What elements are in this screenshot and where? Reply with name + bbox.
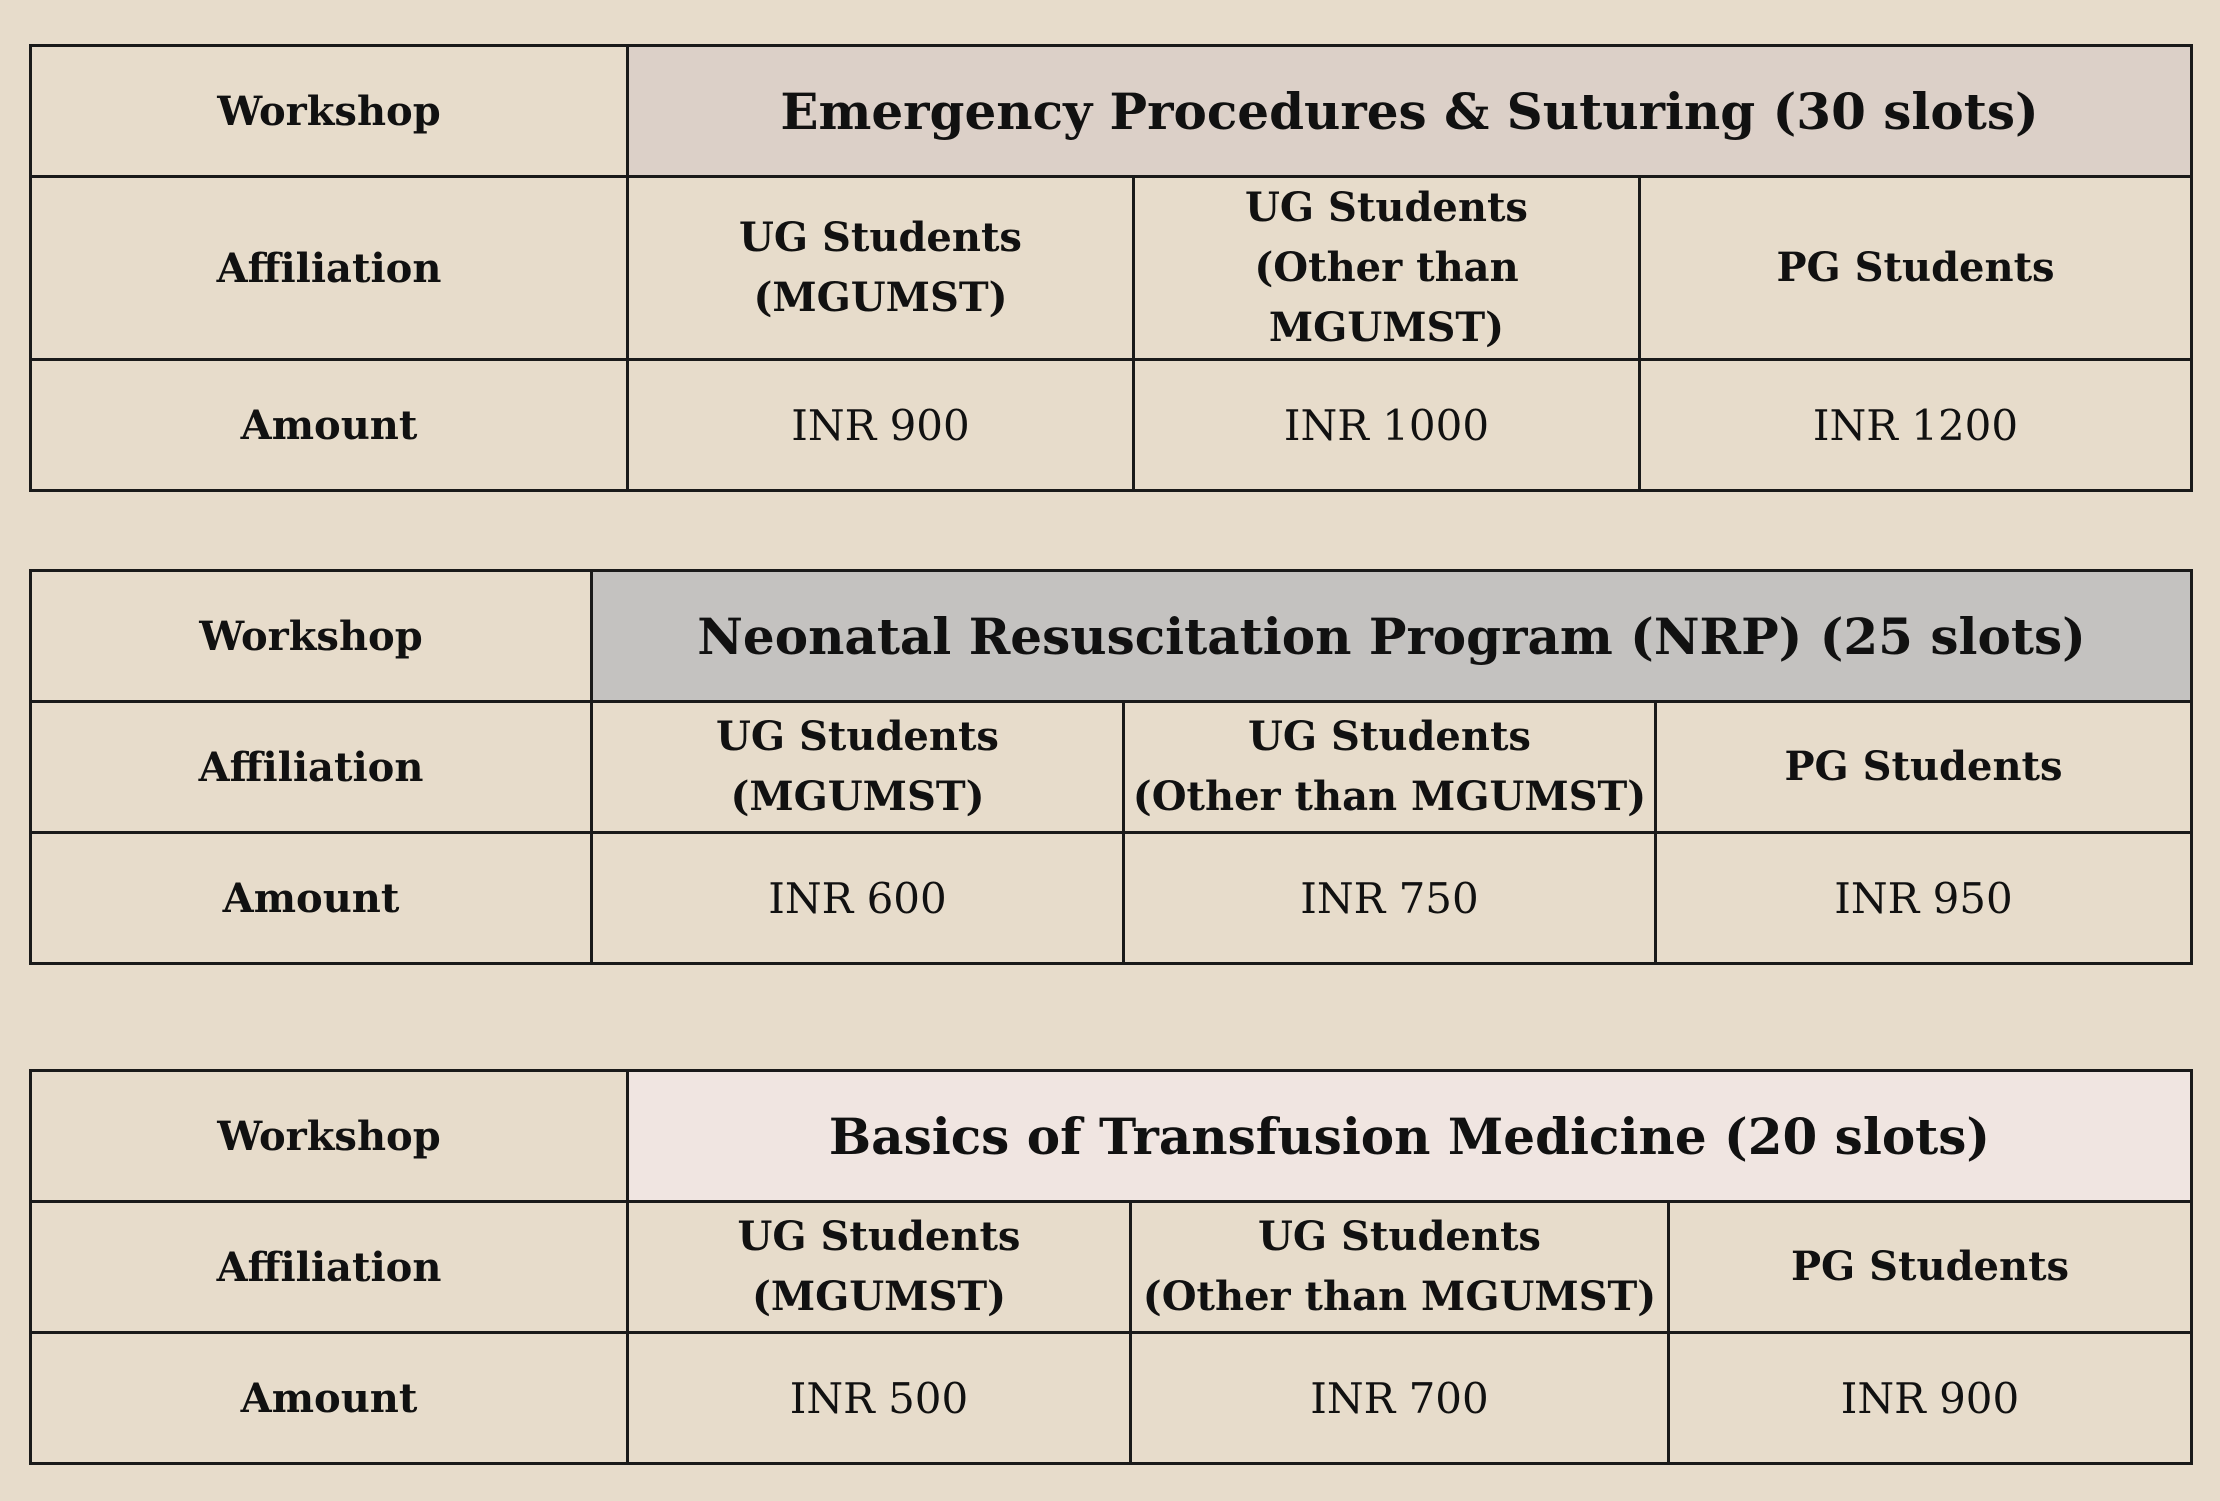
amount-label: Amount	[31, 360, 628, 491]
affiliation-line: (MGUMST)	[753, 274, 1008, 321]
amount-ug-mgumst: INR 600	[592, 833, 1124, 964]
amount-ug-mgumst: INR 900	[628, 360, 1134, 491]
amount-ug-mgumst: INR 500	[628, 1333, 1131, 1464]
workshop-label: Workshop	[31, 46, 628, 177]
affiliation-line: PG Students	[1784, 743, 2063, 790]
affiliation-pg	[1656, 702, 2192, 833]
affiliation-ug-mgumst	[592, 702, 1124, 833]
workshop-title: Emergency Procedures & Suturing (30 slots)	[628, 46, 2192, 177]
affiliation-line: (Other than MGUMST)	[1254, 244, 1519, 351]
amount-label: Amount	[31, 833, 592, 964]
amount-ug-other: INR 700	[1131, 1333, 1669, 1464]
workshop-fee-table-3	[29, 1069, 2193, 1465]
affiliation-line: (Other than MGUMST)	[1132, 773, 1647, 820]
affiliation-line: (Other than MGUMST)	[1142, 1273, 1657, 1320]
affiliation-pg	[1669, 1202, 2192, 1333]
affiliation-line: UG Students	[1248, 713, 1531, 760]
affiliation-ug-other	[1134, 177, 1640, 360]
workshop-title: Basics of Transfusion Medicine (20 slots)	[628, 1071, 2192, 1202]
affiliation-line: (MGUMST)	[730, 773, 985, 820]
affiliation-label: Affiliation	[31, 702, 592, 833]
affiliation-ug-other	[1124, 702, 1656, 833]
amount-pg: INR 900	[1669, 1333, 2192, 1464]
affiliation-row	[31, 702, 2192, 833]
affiliation-line: PG Students	[1790, 1243, 2070, 1290]
affiliation-line: UG Students	[739, 214, 1022, 261]
workshop-fee-table-2	[29, 569, 2193, 965]
workshop-row	[31, 1071, 2192, 1202]
affiliation-label: Affiliation	[31, 177, 628, 360]
workshop-label: Workshop	[31, 571, 592, 702]
affiliation-row	[31, 1202, 2192, 1333]
affiliation-label: Affiliation	[31, 1202, 628, 1333]
amount-row	[31, 360, 2192, 491]
affiliation-line: UG Students	[737, 1213, 1021, 1260]
affiliation-ug-mgumst	[628, 1202, 1131, 1333]
affiliation-line: UG Students	[716, 713, 999, 760]
workshop-title: Neonatal Resuscitation Program (NRP) (25 slots)	[592, 571, 2192, 702]
affiliation-ug-other	[1131, 1202, 1669, 1333]
amount-row	[31, 1333, 2192, 1464]
amount-pg: INR 950	[1656, 833, 2192, 964]
affiliation-line: UG Students	[1258, 1213, 1541, 1260]
amount-ug-other: INR 750	[1124, 833, 1656, 964]
workshop-row	[31, 46, 2192, 177]
amount-ug-other: INR 1000	[1134, 360, 1640, 491]
affiliation-row	[31, 177, 2192, 360]
affiliation-pg	[1640, 177, 2192, 360]
amount-pg: INR 1200	[1640, 360, 2192, 491]
affiliation-line: UG Students	[1245, 184, 1528, 231]
affiliation-line: PG Students	[1776, 244, 2055, 291]
amount-row	[31, 833, 2192, 964]
workshop-fee-table-1	[29, 44, 2193, 492]
workshop-label: Workshop	[31, 1071, 628, 1202]
workshop-row	[31, 571, 2192, 702]
affiliation-line: (MGUMST)	[751, 1273, 1007, 1320]
amount-label: Amount	[31, 1333, 628, 1464]
affiliation-ug-mgumst	[628, 177, 1134, 360]
